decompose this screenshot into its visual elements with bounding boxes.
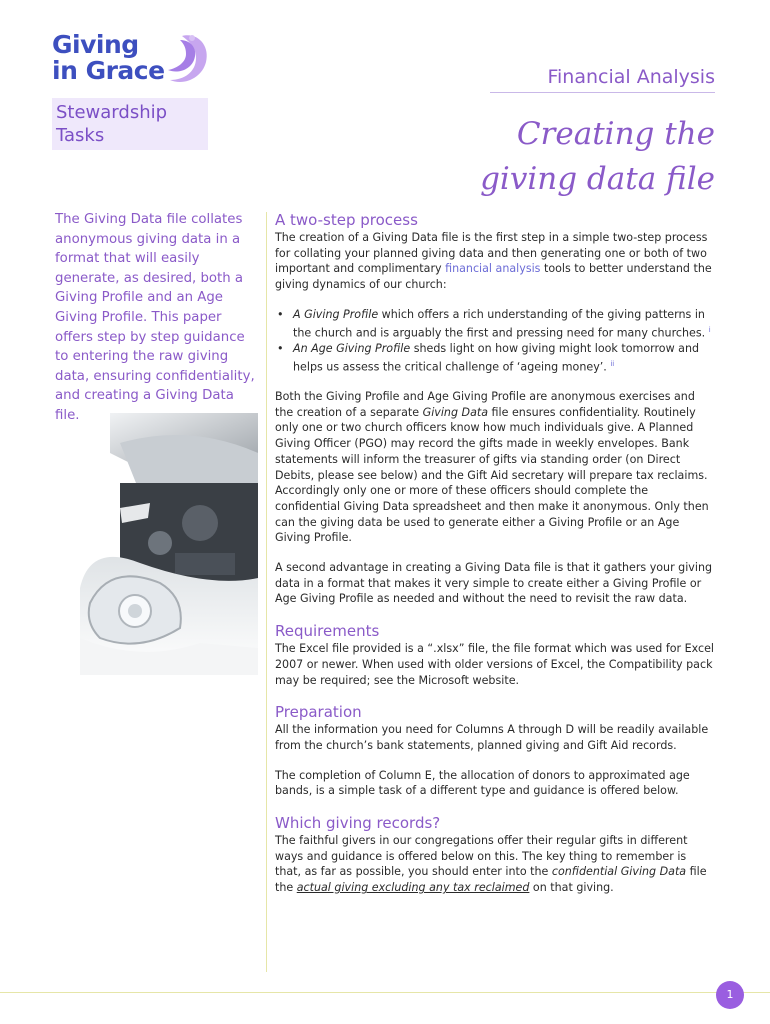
paragraph: The creation of a Giving Data file is the first step in a simple two-step process for collating your planned giving data and then generating one or both of two important and complimentary financial analysis tools to better understand the giving dynamics of our church: <box>275 231 712 292</box>
paragraph: The faithful givers in our congregations offer their regular gifts in different ways and guidance is offered below on this. The key thing to remember is that, as far as possible, you should enter into the confidential Giving Data file the actual giving excluding any tax reclaimed on that giving. <box>275 834 707 895</box>
intro-text: The Giving Data file collates anonymous giving data in a format that will easily generate, as desired, both a Giving Profile and an Age Giving Profile. This paper offers step by step guidance to entering the raw giving data, ensuring confidentiality, and creating a Giving Data file. <box>55 212 255 423</box>
section-tab <box>52 98 208 150</box>
paragraph: The Excel file provided is a “.xlsx” file, the file format which was used for Excel 2007 or newer. When used with older versions of Excel, the Compatibility pack may be required; see the Microsoft website. <box>275 642 715 687</box>
footer-rule <box>0 992 770 993</box>
car-engine-image <box>80 413 258 675</box>
category-label: Financial Analysis <box>547 66 715 88</box>
paragraph: The completion of Column E, the allocation of donors to approximated age bands, is a simple task of a different type and guidance is offered below. <box>275 768 690 798</box>
bullet-list <box>275 307 715 375</box>
page-number-badge: 1 <box>716 981 744 1009</box>
paragraph: A second advantage in creating a Giving Data file is that it gathers your giving data in a format that makes it very simple to create either a Giving Profile or Age Giving Profile as needed and without the need to revisit the raw data. <box>275 561 713 606</box>
list-item: • An Age Giving Profile sheds light on how giving might look tomorrow and helps us assess the critical challenge of ‘ageing money’. $^{ii}$ <box>293 341 715 375</box>
heading-requirements: Requirements <box>275 622 380 641</box>
logo-wordmark: Giving in Grace <box>52 30 165 85</box>
footnote-ref[interactable]: ii <box>610 359 615 368</box>
paragraph: All the information you need for Columns A through D will be readily available from the church’s bank statements, planned giving and Gift Aid records. <box>275 723 709 752</box>
logo-swirl-icon <box>152 30 212 88</box>
column-divider <box>266 212 267 972</box>
financial-analysis-link[interactable]: financial analysis <box>445 262 541 276</box>
heading-records: Which giving records? <box>275 814 441 833</box>
footnote-ref[interactable]: i <box>708 325 711 334</box>
heading-preparation: Preparation <box>275 703 362 722</box>
heading-two-step: A two-step process <box>275 211 418 229</box>
page-title: Creating the giving data file <box>480 116 715 197</box>
section-tab-label: Stewardship Tasks <box>56 102 168 146</box>
logo <box>52 30 212 92</box>
header-rule <box>490 92 715 93</box>
paragraph: Both the Giving Profile and Age Giving Profile are anonymous exercises and the creation of a separate Giving Data file ensures confidentiality. Routinely only one or two church officers know how much individuals give. A Planned Giving Officer (PGO) may record the gifts made in weekly envelopes. Bank statements will inform the treasurer of gifts via standing order (on Direct Debits, please see below) and the Gift Aid secretary will prepare tax reclaims. Accordingly only one or more of these officers should complete the confidential Giving Data spreadsheet and then make it anonymous. Only then can the giving data be used to generate either a Giving Profile or an Age Giving Profile. <box>275 390 709 545</box>
list-item: • A Giving Profile which offers a rich understanding of the giving patterns in the church and is arguably the first and pressing need for many churches. $^i$ <box>293 307 715 341</box>
main-content <box>275 210 715 896</box>
